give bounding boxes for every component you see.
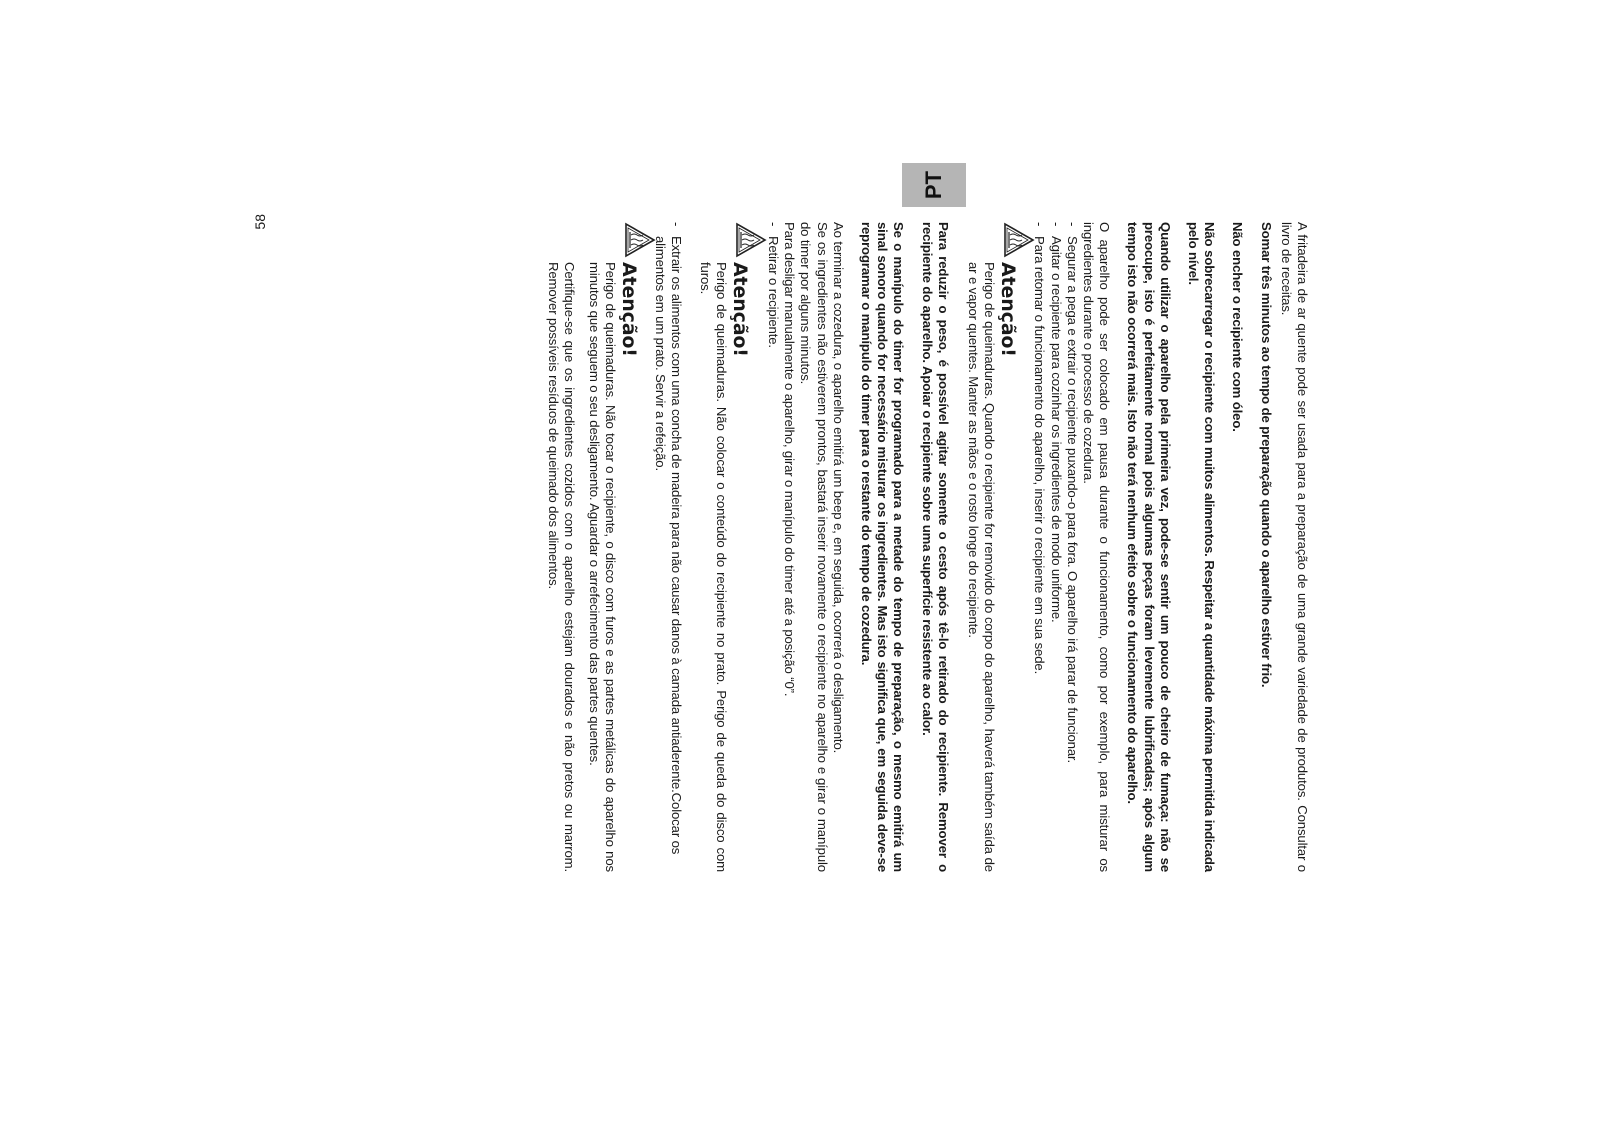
warning-title: Atenção! bbox=[997, 262, 1020, 357]
hot-surface-warning-icon bbox=[1003, 222, 1035, 258]
hot-surface-warning-icon bbox=[624, 222, 656, 258]
list-item bbox=[1047, 222, 1063, 872]
intro-paragraph: A fritadeira de ar quente pode ser usada para a preparação de uma grande variedade de produtos. Consultar o livro de receitas. bbox=[1278, 222, 1310, 872]
warning-title: Atenção! bbox=[617, 262, 640, 357]
text-column bbox=[545, 222, 1310, 872]
oil-tip: Não encher o recipiente com óleo. bbox=[1230, 222, 1246, 432]
overload-tip: Não sobrecarregar o recipiente com muitos alimentos. Respeitar a quantidade máxima permitida indicada pelo nível. bbox=[1185, 222, 1218, 872]
bullet-dash: - bbox=[1064, 222, 1080, 227]
weight-tip: Para reduzir o peso, é possível agitar somente o cesto após tê-lo retirado do recipiente. Remover o recipiente do aparelho. Apoiar o recipiente sobre uma superfície resistente ao calor. bbox=[919, 222, 951, 872]
bullet-dash: - bbox=[669, 222, 685, 227]
warning-text: Perigo de queimaduras. Quando o recipiente for removido do corpo do aparelho, haverá também saída de ar e vapor quentes. Manter as mãos e o rosto longe do recipiente. bbox=[965, 262, 998, 872]
timer-tip: Se o manípulo do timer for programado para a metade do tempo de preparação, o mesmo emitirá um sinal sonoro quando for necessário misturar os ingredientes. Mas isto significa que, em seguida deve-se reprogramar o manípulo do timer para o restante do tempo de cozedura. bbox=[858, 222, 907, 872]
final-paragraph: Certifique-se que os ingredientes cozidos com o aparelho estejam dourados e não pretos ou marrom. Remover possíveis resíduos de queimado dos alimentos. bbox=[546, 262, 578, 872]
warning-block bbox=[586, 222, 640, 872]
list-item-text: Retirar o recipiente. bbox=[765, 236, 781, 348]
bullet-dash: - bbox=[1048, 222, 1064, 227]
language-tab bbox=[902, 163, 966, 207]
list-item bbox=[765, 222, 781, 872]
warning-block bbox=[696, 222, 750, 872]
list-item-text: Extrair os alimentos com uma concha de madeira para não causar danos à camada antiaderente.Colocar os alimentos em um prato. Servir a refeição. bbox=[653, 236, 685, 855]
bullet-dash: - bbox=[765, 222, 781, 227]
warning-title: Atenção! bbox=[728, 262, 751, 357]
end-paragraph-3: Para desligar manualmente o aparelho, girar o manípulo do timer até a posição “0”. bbox=[782, 222, 798, 697]
list-item bbox=[1031, 222, 1047, 872]
hot-surface-warning-icon bbox=[735, 222, 767, 258]
list-item-text: Segurar a pega e extrair o recipiente puxando-o para fora. O aparelho irá parar de funcionar. bbox=[1064, 236, 1080, 764]
list-item bbox=[1064, 222, 1080, 872]
list-item-text: Agitar o recipiente para cozinhar os ingredientes de modo uniforme. bbox=[1048, 236, 1064, 623]
list-item-text: Para retomar o funcionamento do aparelho, inserir o recipiente em sua sede. bbox=[1032, 236, 1048, 675]
warning-text: Perigo de queimaduras. Não tocar o recipiente, o disco com furos e as partes metálicas do aparelho nos minutos que seguem o seu desligamento. Aguardar o arrefecimento das partes quentes. bbox=[586, 262, 618, 872]
language-tag-label: PT bbox=[921, 170, 946, 200]
first-use-tip: Quando utilizar o aparelho pela primeira vez, pode-se sentir um pouco de cheiro de fumaça: não se preocupe, isto é perfeitamente normal pois algumas peças foram levemente lubrificadas; após algum tempo isto não ocorrerá mais. Isto não terá nenhum efeito sobre o funcionamento do aparelho. bbox=[1125, 222, 1173, 872]
end-paragraph-1: Ao terminar a cozedura, o aparelho emitirá um beep e, em seguida, ocorrerá o desligamento. bbox=[830, 222, 846, 754]
page-number: 58 bbox=[252, 214, 268, 230]
bullet-dash: - bbox=[1032, 222, 1048, 227]
cold-tip: Somar três minutos ao tempo de preparação quando o aparelho estiver frio. bbox=[1258, 222, 1274, 688]
warning-text: Perigo de queimaduras. Não colocar o conteúdo do recipiente no prato. Perigo de queda do disco com furos. bbox=[697, 262, 729, 872]
list-item bbox=[652, 222, 684, 872]
pause-paragraph: O aparelho pode ser colocado em pausa durante o funcionamento, como por exemplo, para misturar os ingredientes durante o processo de cozedura. bbox=[1080, 222, 1113, 872]
warning-block bbox=[965, 222, 1019, 872]
end-paragraph-2: Se os ingredientes não estiverem prontos, bastará inserir novamente o recipiente no aparelho e girar o manípulo do timer por alguns minutos. bbox=[798, 222, 830, 872]
